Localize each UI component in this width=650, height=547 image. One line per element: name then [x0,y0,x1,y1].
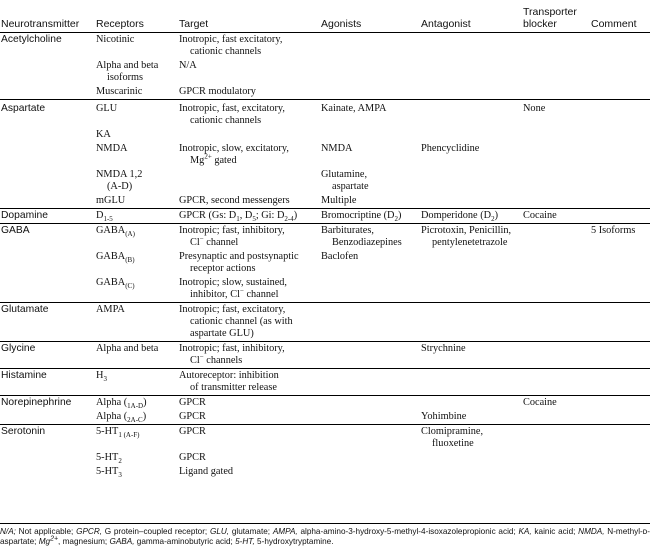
agonist-cell: Barbiturates, Benzodiazepines [321,225,402,248]
antagonist-cell: Yohimbine [420,410,522,425]
transporter-cell: Cocaine [522,209,590,224]
header-receptors: Receptors [95,0,178,33]
target-cell: GPCR [179,426,206,437]
table-row [0,33,650,60]
neurotransmitter-name: Dopamine [0,209,95,224]
neurotransmitter-name: Norepinephrine [1,397,72,408]
target-cell: Presynaptic and postsynaptic receptor actions [179,251,299,274]
receptor-cell: $GABA_{(C)}$ [95,276,178,303]
table-row [0,194,650,209]
table-row [0,276,650,303]
neurotransmitter-name: Aspartate [1,103,46,114]
receptor-cell: Nicotinic [96,34,135,45]
table-row [0,425,650,452]
header-antagonist: Antagonist [420,0,522,33]
receptor-cell: mGLU [95,194,178,209]
table-row [0,224,650,251]
table-row [0,396,650,411]
table-row [0,369,650,396]
target-cell: GPCR [179,397,206,408]
table-row [0,342,650,369]
neurotransmitter-name: Glycine [0,342,95,369]
receptor-cell: Alpha $(_{1A-D})$ [96,397,147,411]
table-row [0,465,650,479]
target-cell: Inotropic; fast, inhibitory, Cl− channels [178,342,320,369]
receptor-cell: GLU [96,103,118,114]
antagonist-cell: Domperidone $(D_2)$ [420,209,522,224]
table-body [0,33,650,480]
neurotransmitter-name: Glutamate [0,303,95,342]
table-row [0,168,650,194]
receptor-cell: Alpha and beta isoforms [96,60,159,83]
receptor-cell: NMDA [96,143,128,154]
target-cell: N/A [179,60,197,71]
target-cell: Inotropic, slow, excitatory, $Mg^{2+}$ gated [179,143,289,166]
neurotransmitter-name: GABA [1,225,30,236]
table-row [0,209,650,224]
target-cell: GPCR modulatory [178,85,320,100]
receptor-cell: KA [96,129,111,140]
agonist-cell: Baclofen [321,251,359,262]
comment-cell: 5 Isoforms [591,225,636,236]
target-cell: Inotropic; slow, sustained, inhibitor, Cl− channel [178,276,320,303]
header-transporter-blocker: Transporter blocker [522,0,590,33]
transporter-cell: Cocaine [523,397,557,408]
target-cell: Inotropic, fast, excitatory, cationic channels [179,103,285,126]
target-cell: Ligand gated [179,466,234,477]
agonist-cell: Multiple [320,194,420,209]
receptor-cell: $D_{1-5}$ [95,209,178,224]
antagonist-cell: Clomipramine, fluoxetine [421,426,484,449]
target-cell: Inotropic; fast, excitatory, cationic channel (as with aspartate GLU) [178,303,320,342]
table-row [0,250,650,276]
antagonist-cell: Picrotoxin, Penicillin, pentylenetetrazole [421,225,512,248]
target-cell: GPCR, second messengers [178,194,320,209]
antagonist-cell: Strychnine [420,342,522,369]
agonist-cell: Bromocriptine $(D_2)$ [320,209,420,224]
table-row [0,85,650,100]
header-neurotransmitter: Neurotransmitter [0,0,95,33]
agonist-cell: Kainate, AMPA [321,103,387,114]
table-row [0,142,650,168]
header-target: Target [178,0,320,33]
receptor-cell: $GABA_{(A)}$ [96,225,135,239]
receptor-cell: $5-HT_3$ [96,466,122,480]
agonist-cell: NMDA [321,143,353,154]
receptor-cell: AMPA [95,303,178,342]
table-footnote: N/A; Not applicable; GPCR, G protein–coupled receptor; GLU, glutamate; AMPA, alpha-amino-3-hydroxy-5-methyl-4-isoxazolepropionic acid; KA, kainic acid; NMDA, N-methyl-ᴅ-aspartate; $Mg^{2+}$, magnesium; GABA, gamma-aminobutyric acid; 5-HT, 5-hydroxytryptamine. [0,523,650,547]
target-cell: GPCR (Gs: $D_1$, $D_5$; Gi: $D_{2-4}$) [178,209,320,224]
table-header [0,0,650,33]
target-cell: Autoreceptor: inhibition of transmitter release [178,369,320,396]
table-row [0,303,650,342]
receptor-cell: $GABA_{(B)}$ [96,251,135,265]
receptor-cell: Alpha and beta [95,342,178,369]
receptor-cell: NMDA 1,2 (A-D) [96,169,143,192]
transporter-cell: None [523,103,546,114]
receptor-cell: Alpha $(_{2A-C})$ [95,410,178,425]
target-cell: GPCR [178,410,320,425]
receptor-cell: $H_3$ [95,369,178,396]
neurotransmitter-name: Acetylcholine [1,34,62,45]
table-row [0,100,650,129]
table-row [0,128,650,142]
target-cell: Inotropic, fast excitatory, cationic channels [179,34,283,57]
table-row [0,59,650,85]
neurotransmitter-name: Histamine [0,369,95,396]
header-comment: Comment [590,0,650,33]
target-cell: Inotropic; fast, inhibitory, Cl− channel [179,225,285,248]
receptor-cell: $5-HT_{1 (A-F)}$ [96,426,140,440]
agonist-cell: Glutamine, aspartate [321,169,369,192]
neurotransmitter-name: Serotonin [1,426,46,437]
target-cell: GPCR [179,452,206,463]
table-row [0,410,650,425]
receptor-cell: Muscarinic [95,85,178,100]
header-agonists: Agonists [320,0,420,33]
receptor-cell: $5-HT_2$ [96,452,122,466]
table-row [0,451,650,465]
antagonist-cell: Phencyclidine [421,143,480,154]
